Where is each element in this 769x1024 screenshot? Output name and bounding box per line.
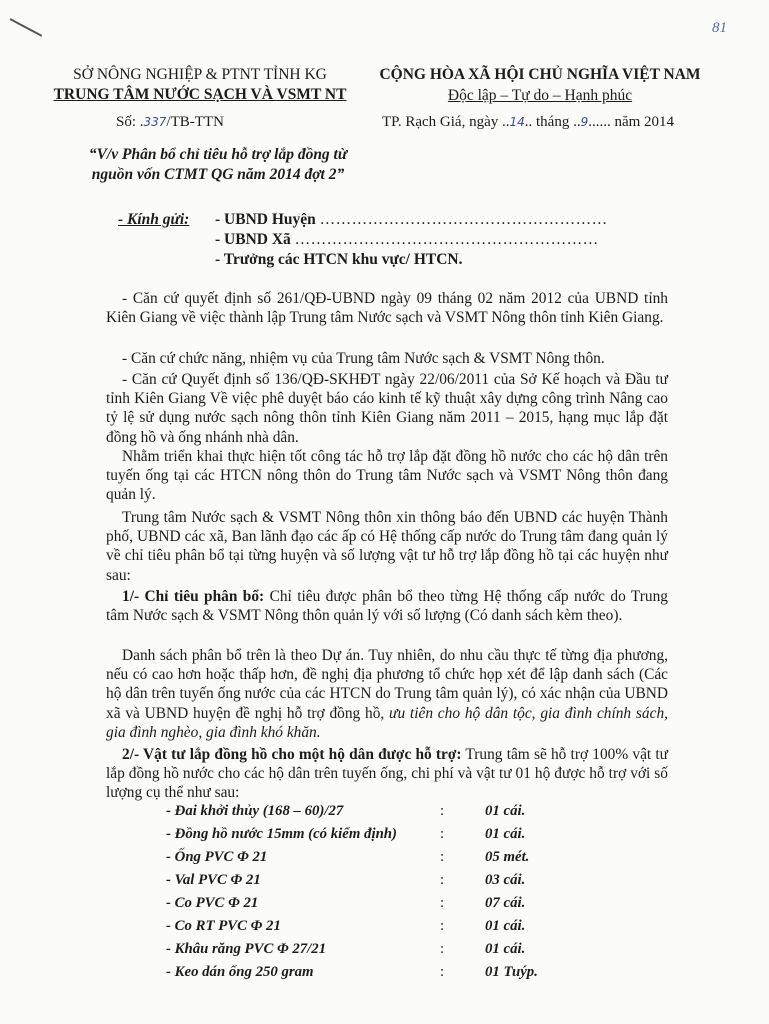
- document-number: Số: .337/TB-TTN: [116, 114, 224, 130]
- subject-line: “V/v Phân bổ chỉ tiêu hỗ trợ lắp đồng từ nguồn vốn CTMT QG năm 2014 đợt 2”: [88, 146, 348, 183]
- recipient-district-dots: ………………………………………………: [319, 211, 608, 228]
- item-colon: :: [440, 849, 445, 865]
- item-qty: 01 Tuýp.: [485, 964, 538, 980]
- recipients-label-text: - Kính gửi:: [118, 211, 190, 228]
- paragraph-basis-3: - Căn cứ Quyết định số 136/QĐ-SKHĐT ngày 22/06/2011 của Sở Kế hoạch và Đầu tư tỉnh Kiên Giang Về việc phê duyệt báo cáo kinh tế kỹ thuật xây dựng công trình Nâng cao tỷ lệ sử dụng nước sạch nông thôn tỉnh Kiên Giang năm 2011 – 2015, hạng mục lắp đặt đồng hồ và ống nhánh nhà dân.: [106, 371, 668, 446]
- so-label: Số:: [116, 114, 137, 130]
- item-name: - Khâu răng PVC Φ 27/21: [166, 941, 327, 957]
- recipient-commune-text: - UBND Xã: [215, 231, 291, 248]
- scan-mark: [10, 18, 43, 37]
- item-colon: :: [440, 895, 445, 911]
- agency-name: [40, 85, 360, 105]
- item-name: - Val PVC Φ 21: [166, 872, 261, 888]
- item-qty: 01 cái.: [485, 918, 526, 934]
- item-qty: 07 cái.: [485, 895, 526, 911]
- so-suffix: /TB-TTN: [166, 114, 224, 130]
- section-1-heading: 1/- Chỉ tiêu phân bổ:: [122, 588, 265, 605]
- allocation-note-priority: ưu tiên cho hộ dân tộc, gia đình chính sách, gia đình nghèo, gia đình khó khăn.: [106, 704, 668, 741]
- recipients-label: [118, 211, 189, 229]
- item-qty: 01 cái.: [485, 941, 526, 957]
- item-colon: :: [440, 918, 445, 934]
- item-name: - Co PVC Φ 21: [166, 895, 259, 911]
- recipient-commune: [215, 231, 599, 249]
- item-name: - Keo dán ống 250 gram: [166, 964, 314, 980]
- date-thang: tháng: [536, 114, 570, 130]
- item-colon: :: [440, 941, 445, 957]
- item-name: - Ống PVC Φ 21: [166, 849, 268, 865]
- national-title: CỘNG HÒA XÃ HỘI CHỦ NGHĨA VIỆT NAM: [379, 66, 701, 83]
- item-qty: 01 cái.: [485, 826, 526, 842]
- paragraph-notice: Trung tâm Nước sạch & VSMT Nông thôn xin thông báo đến UBND các huyện Thành phố, UBND các xã, Ban lãnh đạo các ấp có Hệ thống cấp nước do Trung tâm đang quản lý về chỉ tiêu phân bổ tại từng huyện và số lượng vật tư hỗ trợ lắp đồng hồ tại các huyện như sau:: [106, 509, 668, 584]
- item-colon: :: [440, 826, 445, 842]
- item-qty: 03 cái.: [485, 872, 526, 888]
- agency-parent: SỞ NÔNG NGHIỆP & PTNT TỈNH KG: [73, 66, 327, 83]
- item-colon: :: [440, 803, 445, 819]
- recipient-htcn: - Trưởng các HTCN khu vực/ HTCN.: [215, 251, 463, 268]
- item-qty: 01 cái.: [485, 803, 526, 819]
- date-month-handwritten: 9: [580, 115, 589, 129]
- item-name: - Đồng hồ nước 15mm (có kiểm định): [166, 826, 397, 842]
- page-number: 81: [712, 20, 727, 36]
- item-name: - Co RT PVC Φ 21: [166, 918, 281, 934]
- recipient-commune-dots: …………………………………………………: [294, 231, 599, 248]
- section-1: [106, 587, 668, 625]
- date-year: năm 2014: [614, 114, 675, 130]
- paragraph-basis-1: - Căn cứ quyết định số 261/QĐ-UBND ngày 09 tháng 02 năm 2012 của UBND tỉnh Kiên Giang về việc thành lập Trung tâm Nước sạch và VSMT Nông thôn tỉnh Kiên Giang.: [106, 290, 668, 327]
- section-2-heading: 2/- Vật tư lắp đồng hồ cho một hộ dân được hỗ trợ:: [122, 746, 462, 763]
- paragraph-basis-2: - Căn cứ chức năng, nhiệm vụ của Trung tâm Nước sạch & VSMT Nông thôn.: [122, 350, 605, 367]
- date-prefix: TP. Rạch Giá, ngày: [382, 114, 499, 130]
- recipient-district: [215, 211, 608, 229]
- agency-name-text: TRUNG TÂM NƯỚC SẠCH VÀ VSMT NT: [53, 86, 347, 103]
- item-colon: :: [440, 964, 445, 980]
- so-number-handwritten: 337: [143, 115, 167, 129]
- allocation-note-text: Danh sách phân bổ trên là theo Dự án. Tuy nhiên, do nhu cầu thực tế từng địa phương, nếu có cao hơn hoặc thấp hơn, đề nghị địa phương tổ chức họp xét để lập danh sách (Các hộ dân trên tuyến ống nước của các HTCN do Trung tâm quản lý), có xác nhận của UBND xã và UBND huyện đề nghị hỗ trợ đồng hồ,: [106, 647, 668, 722]
- paragraph-purpose: Nhằm triển khai thực hiện tốt công tác hỗ trợ lắp đặt đồng hồ nước cho các hộ dân trên tuyến ống tại các HTCN nông thôn do Trung tâm Nước sạch và VSMT Nông thôn đang quản lý.: [106, 448, 668, 504]
- paragraph-allocation-note: [106, 646, 668, 742]
- document-date: TP. Rạch Giá, ngày ..14.. tháng ..9...... năm 2014: [382, 114, 675, 130]
- item-colon: :: [440, 872, 445, 888]
- date-day-handwritten: 14: [509, 115, 525, 129]
- section-1-text: Chỉ tiêu được phân bổ theo từng Hệ thống cấp nước do Trung tâm Nước sạch & VSMT Nông thôn quản lý với số lượng (Có danh sách kèm theo).: [106, 588, 668, 625]
- national-motto: [370, 86, 710, 106]
- recipient-district-text: - UBND Huyện: [215, 211, 316, 228]
- item-qty: 05 mét.: [485, 849, 530, 865]
- section-2: [106, 745, 668, 803]
- national-motto-text: Độc lập – Tự do – Hạnh phúc: [447, 87, 633, 104]
- section-2-text: Trung tâm sẽ hỗ trợ 100% vật tư lắp đồng hồ nước cho các hộ dân trên tuyến ống, chi phí và vật tư 01 hộ được hỗ trợ với số lượng cụ thể như sau:: [106, 746, 668, 802]
- item-name: - Đai khởi thủy (168 – 60)/27: [166, 803, 344, 819]
